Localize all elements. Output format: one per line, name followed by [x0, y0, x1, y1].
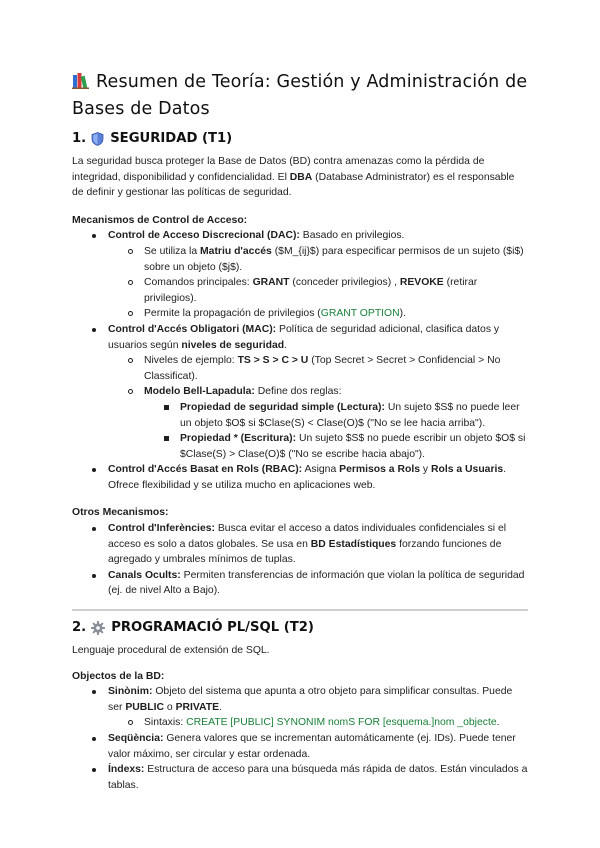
list-item-dac-commands: Comandos principales: GRANT (conceder privilegios) , REVOKE (retirar privilegios).: [72, 275, 528, 306]
list-item-dac-matrix: Se utiliza la Matriu d'accés ($M_{ij}$) para especificar permisos de un sujeto ($i$) sobre un objeto ($j$).: [72, 244, 528, 275]
list-item-rbac: Control d'Accés Basat en Rols (RBAC): Asigna Permisos a Rols y Rols a Usuaris. Ofrece flexibilidad y se utiliza mucho en aplicaciones web.: [72, 462, 528, 493]
shield-icon: [91, 132, 104, 146]
page-title: [72, 70, 528, 122]
section-divider: [72, 609, 528, 611]
section-number: 1.: [72, 131, 87, 146]
list-item-dac: Control de Acceso Discrecional (DAC): Basado en privilegios.: [72, 228, 528, 244]
subheading-other-mechanisms: Otros Mecanismos:: [72, 507, 169, 519]
other-mechanisms-list: [72, 521, 528, 599]
list-item-mac-levels: Niveles de ejemplo: TS > S > C > U (Top Secret > Secret > Confidencial > No Classificat).: [72, 353, 528, 384]
list-item-covert-channels: Canals Ocults: Permiten transferencias de información que violan la política de seguridad (ej. de nivel Alto a Bajo).: [72, 568, 528, 599]
list-item-bl-read: Propiedad de seguridad simple (Lectura): Un sujeto $S$ no puede leer un objeto $O$ si $Clase(S) < Clase(O)$ ("No se lee hacia arriba").: [72, 400, 528, 431]
list-item-bl-write: Propiedad * (Escritura): Un sujeto $S$ no puede escribir un objeto $O$ si $Clase(S) > Clase(O)$ ("No se escribe hacia abajo").: [72, 431, 528, 462]
plsql-intro: Lenguaje procedural de extensión de SQL.: [72, 645, 270, 657]
gear-icon: [91, 621, 105, 635]
access-control-list: [72, 228, 528, 493]
db-objects-list: [72, 684, 528, 793]
subheading-db-objects: Objectos de la BD:: [72, 670, 165, 682]
list-item-index: Índexs: Estructura de acceso para una búsqueda más rápida de datos. Están vinculados a tablas.: [72, 762, 528, 793]
section-title: PROGRAMACIÓ PL/SQL (T2): [111, 620, 314, 636]
page-title-text: Resumen de Teoría: Gestión y Administración de Bases de Datos: [72, 72, 528, 119]
section-heading-security: [72, 130, 528, 148]
list-item-dac-propagation: Permite la propagación de privilegios (GRANT OPTION).: [72, 306, 528, 322]
list-item-sequence: Seqüència: Genera valores que se incrementan automáticamente (ej. IDs). Puede tener valor máximo, ser circular y estar ordenada.: [72, 731, 528, 762]
subheading-access-control: Mecanismos de Control de Acceso:: [72, 214, 248, 226]
security-intro: La seguridad busca proteger la Base de Datos (BD) contra amenazas como la pérdida de integridad, disponibilidad y confidencialidad. El DBA (Database Administrator) es el responsable de definir y gestionar las políticas de seguridad.: [72, 156, 515, 199]
list-item-synonym: Sinònim: Objeto del sistema que apunta a otro objeto para simplificar consultas. Puede ser PUBLIC o PRIVATE.: [72, 684, 528, 715]
section-number: 2.: [72, 620, 87, 636]
list-item-synonym-syntax: Sintaxis: CREATE [PUBLIC] SYNONIM nomS FOR [esquema.]nom _objecte.: [72, 715, 528, 731]
list-item-bell-lapadula: Modelo Bell-Lapadula: Define dos reglas:: [72, 384, 528, 400]
section-heading-plsql: [72, 619, 528, 637]
list-item-mac: Control d'Accés Obligatori (MAC): Política de seguridad adicional, clasifica datos y usuarios según niveles de seguridad.: [72, 322, 528, 353]
list-item-inference: Control d'Inferències: Busca evitar el acceso a datos individuales confidenciales si el acceso es solo a datos globales. Se usa en BD Estadístiques forzando funciones de agregado y umbrales mínimos de tuplas.: [72, 521, 528, 568]
books-icon: [72, 72, 90, 97]
section-title: SEGURIDAD (T1): [110, 131, 233, 146]
